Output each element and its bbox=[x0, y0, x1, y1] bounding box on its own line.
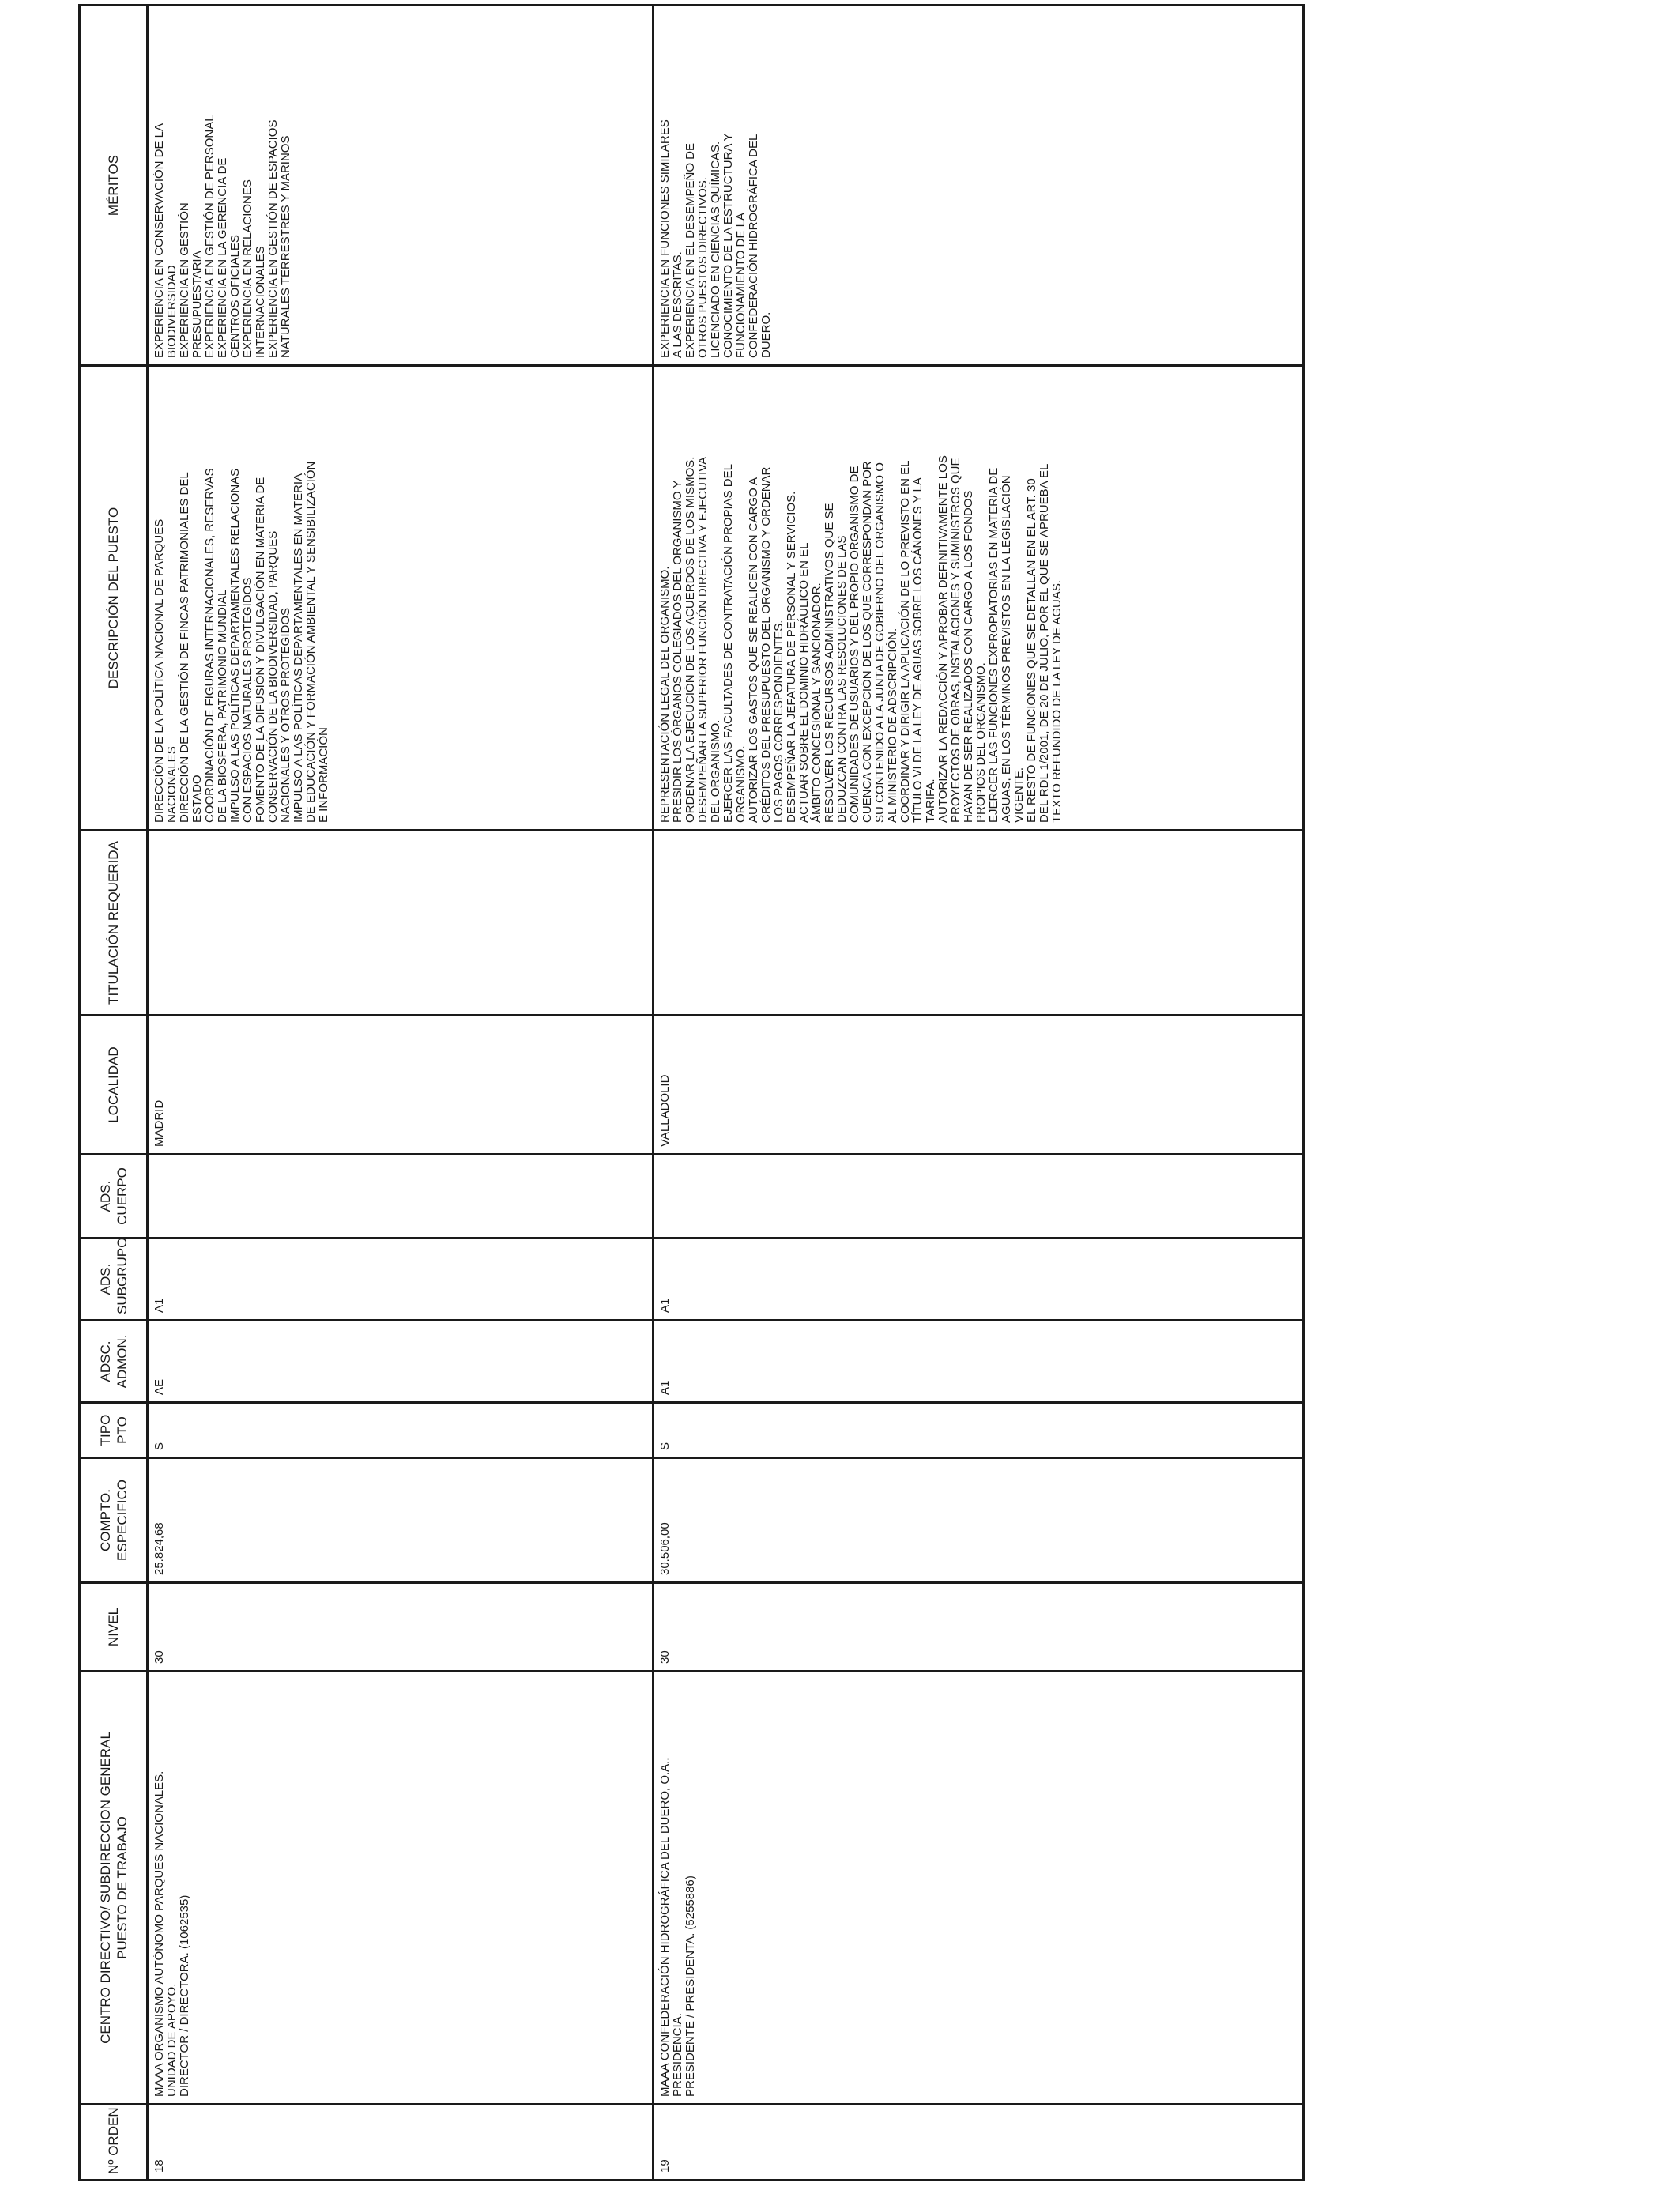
header-cuerpo bbox=[80, 1155, 148, 1238]
header-line: PTO bbox=[114, 1416, 130, 1444]
text-line: AUTORIZAR LA REDACCIÓN Y APROBAR DEFINITIVAMENTE LOS bbox=[936, 455, 950, 823]
text-line: DUERO. bbox=[759, 311, 773, 358]
job-positions-table bbox=[78, 4, 1305, 2181]
text-line: REPRESENTACIÓN LEGAL DEL ORGANISMO. bbox=[658, 566, 672, 823]
header-titulacion bbox=[80, 831, 148, 1016]
descripcion-cell bbox=[148, 366, 654, 831]
text-line: NATURALES TERRESTRES Y MARINOS bbox=[279, 135, 292, 358]
adscripcion-cell: AE bbox=[148, 1321, 654, 1403]
text-line: PRESIDIR LOS ÓRGANOS COLEGIADOS DEL ORGANISMO Y bbox=[671, 480, 684, 823]
header-line: CENTRO DIRECTIVO/ SUBDIRECCION GENERAL bbox=[97, 1732, 113, 2044]
tipo-cell: S bbox=[148, 1403, 654, 1458]
text-line: PRESIDENCIA. bbox=[671, 2013, 684, 2097]
text-line: EL RESTO DE FUNCIONES QUE SE DETALLAN EN EL ART. 30 bbox=[1025, 478, 1038, 823]
text-line: CONSERVACIÓN DE LA BIODIVERSIDAD, PARQUES bbox=[266, 530, 280, 823]
text-line: COMUNIDADES DE USUARIOS Y DEL PROPIO ORGANISMO DE bbox=[848, 466, 861, 823]
header-line: CUERPO bbox=[114, 1167, 130, 1225]
cuerpo-cell bbox=[654, 1155, 1304, 1238]
text-line: AUTORIZAR LOS GASTOS QUE SE REALICEN CON CARGO A bbox=[747, 477, 760, 823]
text-line: DE LA BIOSFERA, PATRIMONIO MUNDIAL bbox=[216, 589, 229, 823]
text-line: TÍTULO VI DE LA LEY DE AGUAS SOBRE LOS CÁNONES Y LA bbox=[911, 477, 925, 823]
text-line: EXPERIENCIA EN CONSERVACIÓN DE LA bbox=[153, 123, 166, 358]
header-complemento bbox=[80, 1458, 148, 1583]
header-nivel bbox=[80, 1583, 148, 1672]
text-line: ÁMBITO CONCESIONAL Y SANCIONADOR. bbox=[810, 582, 823, 823]
text-line: EJERCER LAS FACULTADES DE CONTRATACIÓN PROPIAS DEL bbox=[721, 464, 735, 823]
text-line: HAYAN DE SER REALIZADOS CON CARGO A LOS FONDOS bbox=[962, 490, 975, 823]
text-line: DIRECCIÓN DE LA GESTIÓN DE FINCAS PATRIMONIALES DEL bbox=[178, 472, 191, 823]
text-line: AGUAS, EN LOS TÉRMINOS PREVISTOS EN LA LEGISLACIÓN bbox=[1000, 475, 1013, 823]
header-descripcion bbox=[80, 366, 148, 831]
descripcion-cell bbox=[654, 366, 1304, 831]
tipo-cell: S bbox=[654, 1403, 1304, 1458]
text-line: EXPERIENCIA EN LA GERENCIA DE bbox=[216, 157, 229, 358]
text-line: FUNCIONAMIENTO DE LA bbox=[734, 213, 748, 358]
text-line: DESEMPEÑAR LA SUPERIOR FUNCIÓN DIRECTIVA Y EJECUTIVA bbox=[696, 456, 710, 823]
centro-cell bbox=[654, 1672, 1304, 2105]
text-line: ORGANISMO. bbox=[734, 745, 748, 823]
text-line: AL MINISTERIO DE ADSCRIPCIÓN. bbox=[886, 628, 899, 823]
text-line: COORDINAR Y DIRIGIR LA APLICACIÓN DE LO PREVISTO EN EL bbox=[898, 460, 912, 823]
text-line: ESTADO bbox=[190, 775, 204, 823]
text-line: UNIDAD DE APOYO. bbox=[165, 1983, 179, 2097]
text-line: RESOLVER LOS RECURSOS ADMINISTRATIVOS QUE SE bbox=[823, 503, 836, 823]
text-line: ACTUAR SOBRE EL DOMINIO HIDRÁULICO EN EL bbox=[797, 542, 811, 823]
text-line: CONFEDERACIÓN HIDROGRÁFICA DEL bbox=[747, 134, 760, 358]
text-line: EXPERIENCIA EN RELACIONES bbox=[241, 179, 254, 358]
header-line: Nº ORDEN bbox=[106, 2107, 121, 2174]
text-line: DIRECCIÓN DE LA POLÍTICA NACIONAL DE PARQUES bbox=[153, 518, 166, 823]
text-line: LICENCIADO EN CIENCIAS QUÍMICAS. bbox=[709, 141, 722, 358]
text-line: EXPERIENCIA EN EL DESEMPEÑO DE bbox=[684, 142, 697, 358]
text-line: A LAS DESCRITAS. bbox=[671, 251, 684, 358]
header-row bbox=[80, 6, 148, 2181]
header-subgrupo bbox=[80, 1238, 148, 1321]
header-line: SUBGRUPO bbox=[114, 1237, 130, 1314]
text-line: PROPIOS DEL ORGANISMO. bbox=[974, 662, 988, 823]
text-line: NACIONALES Y OTROS PROTEGIDOS bbox=[279, 607, 292, 823]
text-line: MAAA ORGANISMO AUTÓNOMO PARQUES NACIONALES. bbox=[153, 1770, 166, 2097]
header-tipo bbox=[80, 1403, 148, 1458]
text-line: CONOCIMIENTO DE LA ESTRUCTURA Y bbox=[721, 133, 735, 358]
text-line: SU CONTENIDO A LA JUNTA DE GOBIERNO DEL ORGANISMO O bbox=[873, 462, 887, 823]
text-line: CRÉDITOS DEL PRESUPUESTO DEL ORGANISMO Y ORDENAR bbox=[759, 466, 773, 823]
text-line: TEXTO REFUNDIDO DE LA LEY DE AGUAS. bbox=[1050, 579, 1064, 823]
text-line: PROYECTOS DE OBRAS, INSTALACIONES Y SUMINISTROS QUE bbox=[949, 458, 962, 823]
text-line: E INFORMACIÓN bbox=[317, 727, 330, 823]
header-line: LOCALIDAD bbox=[106, 1046, 121, 1123]
header-line: PUESTO DE TRABAJO bbox=[114, 1816, 130, 1959]
text-line: EXPERIENCIA EN FUNCIONES SIMILARES bbox=[658, 119, 672, 358]
header-adscripcion bbox=[80, 1321, 148, 1403]
header-line: TITULACIÓN REQUERIDA bbox=[106, 841, 121, 1005]
text-line: CON ESPACIOS NATURALES PROTEGIDOS bbox=[241, 577, 254, 823]
text-line: DEL RDL 1/2001, DE 20 DE JULIO, POR EL QUE SE APRUEBA EL bbox=[1038, 463, 1051, 823]
header-line: NIVEL bbox=[106, 1607, 121, 1647]
text-line: FOMENTO DE LA DIFUSIÓN Y DIVULGACIÓN EN MATERIA DE bbox=[254, 477, 267, 823]
text-line: COORDINACIÓN DE FIGURAS INTERNACIONALES, RESERVAS bbox=[203, 468, 217, 823]
text-line: DIRECTOR / DIRECTORA. (1062535) bbox=[178, 1894, 191, 2097]
adscripcion-cell: A1 bbox=[654, 1321, 1304, 1403]
text-line: ORDENAR LA EJECUCIÓN DE LOS ACUERDOS DE LOS MISMOS. bbox=[684, 456, 697, 823]
header-line: ADS. bbox=[97, 1263, 113, 1295]
text-line: EXPERIENCIA EN GESTIÓN DE PERSONAL bbox=[203, 115, 217, 358]
table-row bbox=[654, 6, 1304, 2181]
complemento-cell: 25.824,68 bbox=[148, 1458, 654, 1583]
text-line: CUENCA CON EXCEPCIÓN DE LOS QUE CORRESPONDAN POR bbox=[861, 461, 874, 823]
titulacion-cell bbox=[654, 831, 1304, 1016]
text-line: DEDUZCAN CONTRA LAS RESOLUCIONES DE LAS bbox=[835, 535, 849, 823]
titulacion-cell bbox=[148, 831, 654, 1016]
text-line: IMPULSO A LAS POLÍTICAS DEPARTAMENTALES RELACIONAS bbox=[228, 468, 242, 823]
text-line: OTROS PUESTOS DIRECTIVOS. bbox=[696, 177, 710, 358]
text-line: TARIFA. bbox=[924, 778, 937, 823]
orden-cell: 18 bbox=[148, 2105, 654, 2181]
header-line: ADMON. bbox=[114, 1334, 130, 1389]
localidad-cell: MADRID bbox=[148, 1016, 654, 1155]
centro-cell bbox=[148, 1672, 654, 2105]
text-line: DE EDUCACIÓN Y FORMACIÓN AMBIENTAL Y SENSIBILIZACIÓN bbox=[304, 461, 318, 823]
header-orden bbox=[80, 2105, 148, 2181]
localidad-cell: VALLADOLID bbox=[654, 1016, 1304, 1155]
header-line: ADSC. bbox=[97, 1340, 113, 1382]
meritos-cell bbox=[148, 6, 654, 366]
text-line: MAAA CONFEDERACIÓN HIDROGRÁFICA DEL DUERO, O.A.. bbox=[658, 1757, 672, 2097]
text-line: EXPERIENCIA EN GESTIÓN DE ESPACIOS bbox=[266, 119, 280, 358]
text-line: PRESIDENTE / PRESIDENTA. (5255886) bbox=[684, 1875, 697, 2097]
cuerpo-cell bbox=[148, 1155, 654, 1238]
text-line: DEL ORGANISMO. bbox=[709, 719, 722, 823]
orden-cell: 19 bbox=[654, 2105, 1304, 2181]
header-centro bbox=[80, 1672, 148, 2105]
text-line: PRESUPUESTARIA bbox=[190, 251, 204, 358]
header-line: TIPO bbox=[97, 1414, 113, 1446]
nivel-cell: 30 bbox=[148, 1583, 654, 1672]
text-line: IMPULSO A LAS POLÍTICAS DEPARTAMENTALES EN MATERIA bbox=[292, 473, 305, 823]
text-line: VIGENTE. bbox=[1012, 767, 1026, 823]
text-line: DESEMPEÑAR LA JEFATURA DE PERSONAL Y SERVICIOS. bbox=[785, 491, 798, 823]
subgrupo-cell: A1 bbox=[654, 1238, 1304, 1321]
subgrupo-cell: A1 bbox=[148, 1238, 654, 1321]
text-line: INTERNACIONALES bbox=[254, 246, 267, 358]
text-line: CENTROS OFICIALES bbox=[228, 235, 242, 358]
header-localidad bbox=[80, 1016, 148, 1155]
header-line: MÉRITOS bbox=[106, 154, 121, 217]
header-line: COMPTO. bbox=[97, 1488, 113, 1552]
meritos-cell bbox=[654, 6, 1304, 366]
text-line: EJERCER LAS FUNCIONES EXPROPIATORIAS EN MATERIA DE bbox=[987, 467, 1000, 823]
nivel-cell: 30 bbox=[654, 1583, 1304, 1672]
text-line: BIODIVERSIDAD bbox=[165, 265, 179, 358]
complemento-cell: 30.506,00 bbox=[654, 1458, 1304, 1583]
table-row bbox=[148, 6, 654, 2181]
text-line: NACIONALES bbox=[165, 746, 179, 823]
header-line: DESCRIPCIÓN DEL PUESTO bbox=[106, 507, 121, 689]
header-meritos bbox=[80, 6, 148, 366]
header-line: ESPECIFICO bbox=[114, 1480, 130, 1561]
text-line: LOS PAGOS CORRESPONDIENTES. bbox=[772, 620, 785, 823]
text-line: EXPERIENCIA EN GESTIÓN bbox=[178, 202, 191, 358]
header-line: ADS. bbox=[97, 1180, 113, 1212]
